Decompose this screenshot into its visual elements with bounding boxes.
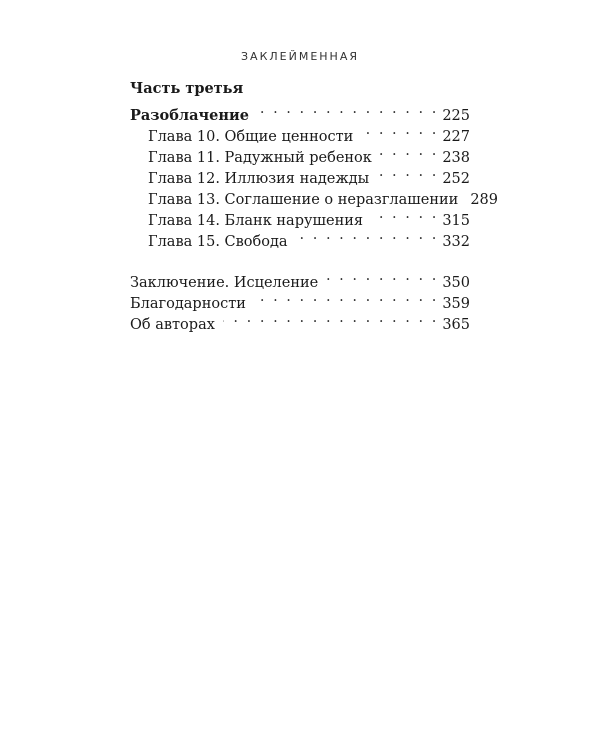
toc-entry-title: Заключение. Исцеление <box>130 275 319 291</box>
toc-entry-part-title <box>130 99 470 124</box>
toc-entry-title: Глава 13. Соглашение о неразглашении <box>148 192 459 208</box>
table-of-contents <box>130 78 499 333</box>
toc-entry-page: 332 <box>442 234 470 250</box>
dot-leader <box>377 162 438 183</box>
toc-entry-title: Глава 14. Бланк нарушения <box>148 213 364 229</box>
toc-entry-conclusion <box>130 266 470 291</box>
toc-entry-page: 365 <box>442 317 470 333</box>
toc-entry-title: Об авторах <box>130 317 215 333</box>
toc-entry-page: 350 <box>442 275 470 291</box>
toc-entry-page: 238 <box>442 150 470 166</box>
dot-leader <box>326 266 438 287</box>
dot-leader <box>361 120 438 141</box>
dot-leader <box>380 141 438 162</box>
toc-entry-title: Глава 10. Общие ценности <box>148 129 354 145</box>
toc-entry-page: 252 <box>442 171 470 187</box>
dot-leader <box>296 225 439 246</box>
toc-entry-page: 289 <box>470 192 499 208</box>
dot-leader <box>371 204 438 225</box>
dot-leader <box>254 287 438 308</box>
toc-entry-page: 359 <box>442 296 470 312</box>
toc-entry-title: Разоблачение <box>130 107 249 124</box>
toc-entry-page: 225 <box>442 108 470 124</box>
toc-entry-title: Глава 15. Свобода <box>148 234 288 250</box>
dot-leader <box>257 99 438 120</box>
toc-entry-page: 315 <box>442 213 470 229</box>
toc-entry-title: Благодарности <box>130 296 246 312</box>
toc-entry-page: 227 <box>442 129 470 145</box>
part-label: Часть третья <box>130 80 244 97</box>
toc-entry-title: Глава 11. Радужный ребенок <box>148 150 372 166</box>
toc-entry-title: Глава 12. Иллюзия надежды <box>148 171 370 187</box>
dot-leader <box>223 308 438 329</box>
running-head: ЗАКЛЕЙМЕННАЯ <box>241 50 359 63</box>
